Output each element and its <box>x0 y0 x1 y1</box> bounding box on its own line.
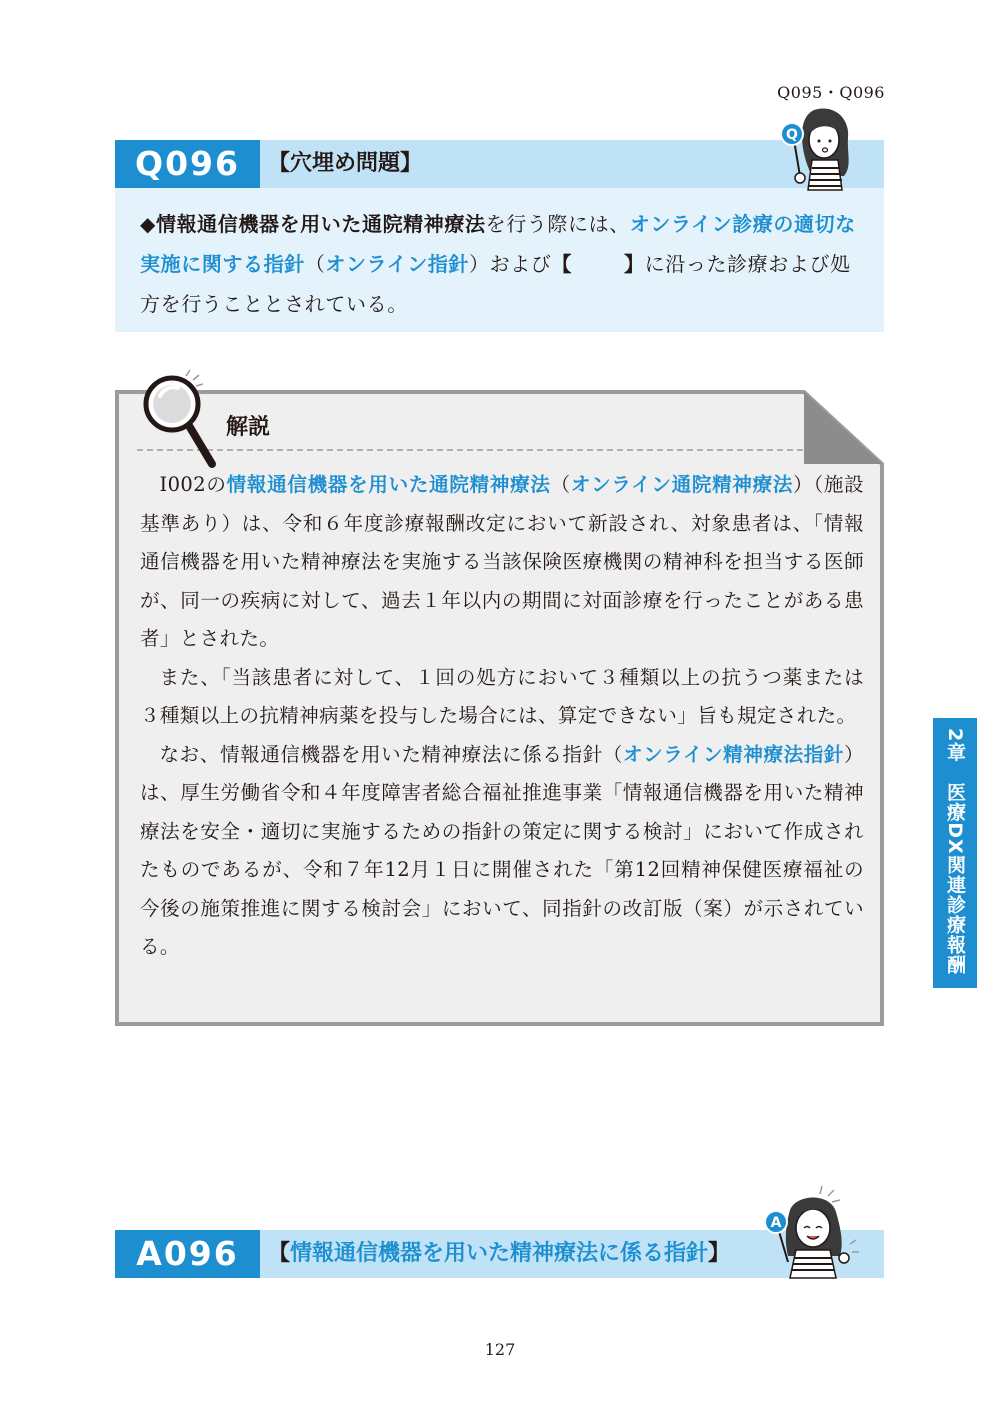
question-term-online-guideline: オンライン指針 <box>325 252 470 276</box>
answer-number-badge: A096 <box>115 1230 260 1278</box>
paren-open: （ <box>550 473 571 496</box>
explanation-paragraph-1 <box>140 466 864 659</box>
explanation-paragraph-3 <box>140 736 864 967</box>
answer-bracket-close: 】 <box>708 1241 731 1266</box>
term-online-outpatient-psychotherapy: オンライン通院精神療法 <box>570 473 794 496</box>
question-number-badge: Q096 <box>115 140 260 188</box>
paragraph-3-body: ）は、厚生労働省令和４年度障害者総合福祉推進事業「情報通信機器を用いた精神療法を安全・適切に実施するための指針の策定に関する検討」において作成されたものであるが、令和７年12月１日に開催された「第12回精神保健医療福祉の今後の施策推進に関する検討会」において、同指針の改訂版（案）が示されている。 <box>140 742 864 958</box>
page-number: 127 <box>484 1340 516 1359</box>
mascot-answer-illustration <box>760 1184 860 1280</box>
answer-bracket-open: 【 <box>268 1241 291 1266</box>
question-text-6: ）および <box>469 252 552 276</box>
magnifier-icon <box>140 366 220 470</box>
question-text <box>140 204 862 324</box>
chapter-side-tab <box>933 718 977 988</box>
answer-value: 情報通信機器を用いた精神療法に係る指針 <box>290 1241 709 1266</box>
question-type-title: 【穴埋め問題】 <box>268 151 423 176</box>
question-term-1: 情報通信機器を用いた通院精神療法 <box>155 212 486 236</box>
question-term-guideline: オンライン診療の適切な実施に関する指針 <box>140 212 856 276</box>
paragraph-1-body: ）（施設基準あり）は、令和６年度診療報酬改定において新設され、対象患者は、「情報通信機器を用いた精神療法を実施する当該保険医療機関の精神科を担当する医師が、同一の疾病に対して、過去１年以内の期間に対面診療を行ったことがある患者」とされた。 <box>140 473 864 650</box>
answer-text <box>268 1230 730 1278</box>
term-online-psychotherapy-guideline: オンライン精神療法指針 <box>623 742 845 766</box>
mascot-a-label: A <box>770 1215 782 1231</box>
blank-open-bracket: 【 <box>551 252 573 276</box>
diamond-marker: ◆ <box>140 212 156 236</box>
chapter-title: 医療DX関連診療報酬 <box>944 782 966 975</box>
code-prefix: I002の <box>159 473 227 496</box>
explanation-body <box>140 466 864 967</box>
paragraph-3-lead: なお、情報通信機器を用いた精神療法に係る指針（ <box>159 742 623 766</box>
mascot-question-illustration <box>772 104 862 192</box>
question-text-9: に沿った診療および処方を行うこととされている。 <box>140 252 851 316</box>
blank-close-bracket: 】 <box>624 252 645 276</box>
question-text-2: を行う際には、 <box>485 212 630 236</box>
chapter-number: 2章 <box>944 728 966 763</box>
paren-open: （ <box>304 252 326 276</box>
explanation-paragraph-2: また、「当該患者に対して、１回の処方において３種類以上の抗うつ薬または３種類以上の抗精神病薬を投与した場合には、算定できない」旨も規定された。 <box>140 665 864 727</box>
term-online-psychotherapy: 情報通信機器を用いた通院精神療法 <box>226 473 551 496</box>
explanation-title: 解説 <box>226 415 271 440</box>
mascot-q-label: Q <box>786 127 798 143</box>
page-header-reference: Q095・Q096 <box>777 83 885 102</box>
